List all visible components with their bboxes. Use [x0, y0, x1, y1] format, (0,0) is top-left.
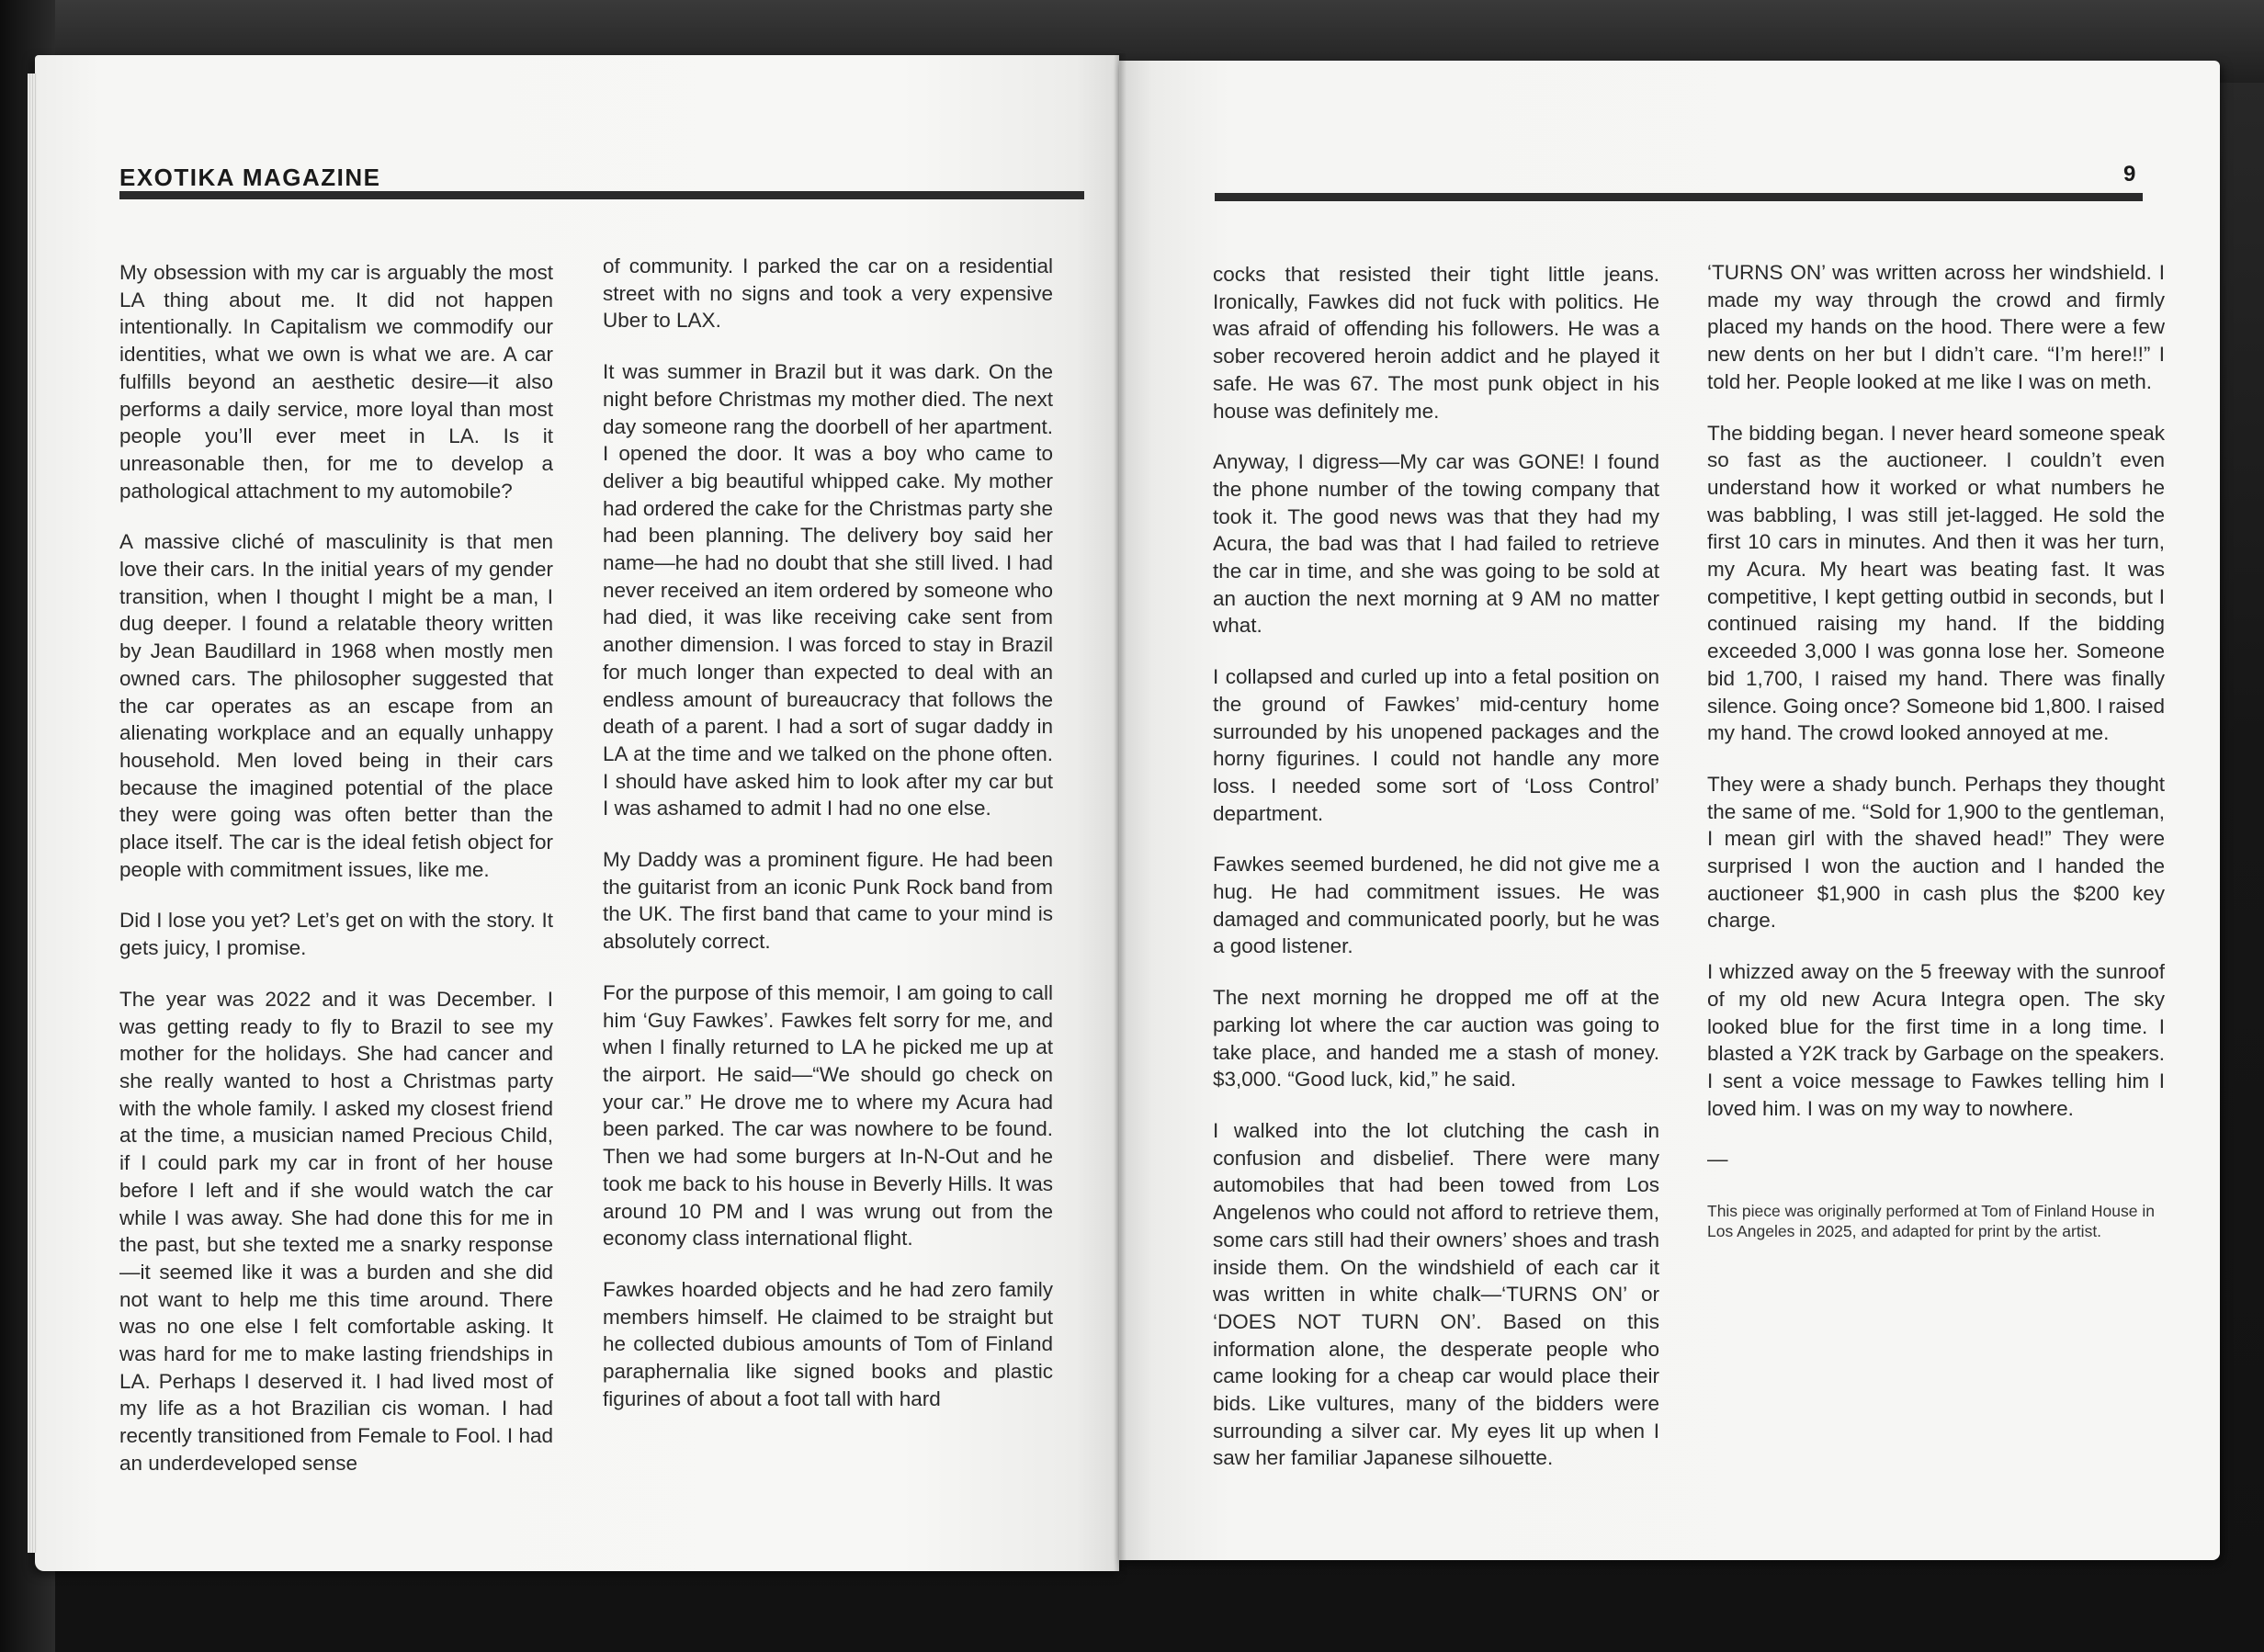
paragraph: The year was 2022 and it was December. I was getting ready to fly to Brazil to see my mother for the holidays. She had cancer and she really wanted to host a Christmas party with the whole family. I asked my closest friend at the time, a musician named Precious Child, if I could park my car in front of her house before I left and if she would watch the car while I was away. She had done this for me in the past, but she texted me a snarky response—it seemed like it was a burden and she did not want to help me this time around. There was no one else I felt comfortable asking. It was hard for me to make lasting friendships in LA. Perhaps I deserved it. I had lived most of my life as a hot Brazilian cis woman. I had recently transitioned from Female to Fool. I had an underdeveloped sense: [119, 987, 553, 1475]
paragraph: I whizzed away on the 5 freeway with the sunroof of my old new Acura Integra open. The sky looked blue for the first time in a long time. I blasted a Y2K track by Garbage on the speakers. I sent a voice message to Fawkes telling him I loved him. I was on my way to nowhere.: [1707, 960, 2165, 1120]
page-number: 9: [2123, 162, 2136, 187]
paragraph: I walked into the lot clutching the cash in confusion and disbelief. There were many automobiles that had been towed from Los Angelenos who could not afford to retrieve them, some cars still had their owners’ shoes and trash inside them. On the windshield of each car it was written in white chalk—‘TURNS ON’ or ‘DOES NOT TURN ON’. Based on this information alone, the desperate people who came looking for a cheap car would place their bids. Like vultures, many of the bidders were surrounding a silver car. My eyes lit up when I saw her familiar Japanese silhouette.: [1213, 1118, 1659, 1470]
paragraph: Anyway, I digress—My car was GONE! I found the phone number of the towing company that took it. The good news was that they had my Acura, the bad was that I had failed to retrieve the car in time, and she was going to be sold at an auction the next morning at 9 AM no matter what.: [1213, 450, 1659, 638]
column-4: [1707, 259, 2165, 1265]
paragraph: The next morning he dropped me off at the parking lot where the car auction was going to take place, and handed me a stash of money. $3,000. “Good luck, kid,” he said.: [1213, 986, 1659, 1092]
paragraph: A massive cliché of masculinity is that men love their cars. In the initial years of my gender transition, when I thought I might be a man, I dug deeper. I found a relatable theory written by Jean Baudillard in 1968 when mostly men owned cars. The philosopher suggested that the car operates as an escape from an alienating workplace and an equally unhappy household. Men loved being in their cars because the imagined potential of the place they were going was often better than the place itself. The car is the ideal fetish object for people with commitment issues, like me.: [119, 530, 553, 881]
header-rule: [119, 191, 1084, 199]
paragraph: of community. I parked the car on a residential street with no signs and took a very expensive Uber to LAX.: [603, 255, 1053, 333]
column-3: [1213, 261, 1659, 1496]
spine-shadow: [1114, 53, 1126, 1571]
paragraph: My Daddy was a prominent figure. He had been the guitarist from an iconic Punk Rock band from the UK. The first band that came to your mind is absolutely correct.: [603, 848, 1053, 954]
magazine-title: EXOTIKA MAGAZINE: [119, 164, 381, 191]
paragraph: Fawkes hoarded objects and he had zero family members himself. He claimed to be straight but he collected dubious amounts of Tom of Finland paraphernalia like signed books and plastic figurines of about a foot tall with hard: [603, 1277, 1053, 1410]
left-page: [35, 55, 1119, 1571]
paragraph: ‘TURNS ON’ was written across her windshield. I made my way through the crowd and firmly placed my hands on the hood. There were a few new dents on her but I didn’t care. “I’m here!!” I told her. People looked at me like I was on meth.: [1707, 261, 2165, 393]
footnote: This piece was originally performed at Tom of Finland House in Los Angeles in 2025, and adapted for print by the artist.: [1707, 1202, 2155, 1241]
paragraph: I collapsed and curled up into a fetal position on the ground of Fawkes’ mid-century home surrounded by his unopened packages and the horny figurines. I could not handle any more loss. I needed some sort of ‘Loss Control’ department.: [1213, 665, 1659, 825]
header-rule: [1215, 193, 2143, 201]
paragraph: They were a shady bunch. Perhaps they thought the same of me. “Sold for 1,900 to the gentleman, I mean girl with the shaved head!” They were surprised I won the auction and I handed the auctioneer $1,900 in cash plus the $200 key charge.: [1707, 772, 2165, 933]
masthead: [119, 164, 1084, 192]
page-edges: [28, 74, 37, 1553]
end-dash: —: [1707, 1148, 1728, 1171]
paragraph: cocks that resisted their tight little jeans. Ironically, Fawkes did not fuck with politics. He was afraid of offending his followers. He was a sober recovered heroin addict and he played it safe. He was 67. The most punk object in his house was definitely me.: [1213, 263, 1659, 423]
column-2: [603, 253, 1053, 1436]
paragraph: The bidding began. I never heard someone speak so fast as the auctioneer. I couldn’t even understand how it worked or what numbers he was babbling, I was still jet-lagged. He sold the first 10 cars in minutes. And then it was her turn, my Acura. My heart was beating fast. It was competitive, I kept getting outbid in seconds, but I continued raising my hand. If the bidding exceeded 3,000 I was gonna lose her. Someone bid 1,700, I raised my hand. There was finally silence. Going once? Someone bid 1,800. I raised my hand. The crowd looked annoyed at me.: [1707, 421, 2165, 745]
paragraph: Did I lose you yet? Let’s get on with the story. It gets juicy, I promise.: [119, 909, 553, 960]
paragraph: My obsession with my car is arguably the most LA thing about me. It did not happen intentionally. In Capitalism we commodify our identities, what we own is what we are. A car fulfills beyond an aesthetic desire—it also performs a daily service, more loyal than most people you’ll ever meet in LA. Is it unreasonable then, for me to develop a pathological attachment to my automobile?: [119, 261, 553, 503]
paragraph: It was summer in Brazil but it was dark. On the night before Christmas my mother died. The next day someone rang the doorbell of her apartment. I opened the door. It was a boy who came to deliver a big beautiful whipped cake. My mother had ordered the cake for the Christmas party she had been planning. The delivery boy said her name—he had no doubt that she still lived. I had never received an item ordered by someone who had died, it was like receiving cake sent from another dimension. I was forced to stay in Brazil for much longer than expected to deal with an endless amount of bureaucracy that follows the death of a parent. I had a sort of sugar daddy in LA at the time and we talked on the phone often. I should have asked him to look after my car but I was ashamed to admit I had no one else.: [603, 360, 1053, 820]
paragraph: Fawkes seemed burdened, he did not give me a hug. He had commitment issues. He was damaged and communicated poorly, but he was a good listener.: [1213, 853, 1659, 958]
column-1: [119, 259, 553, 1501]
right-page: [1119, 61, 2220, 1560]
paragraph: For the purpose of this memoir, I am going to call him ‘Guy Fawkes’. Fawkes felt sorry for me, and when I finally returned to LA he picked me up at the airport. He said—“We should go check on your car.” He drove me to where my Acura had been parked. The car was nowhere to be found. Then we had some burgers at In-N-Out and he took me back to his house in Beverly Hills. It was around 10 PM and I was wrung out from the economy class international flight.: [603, 980, 1053, 1250]
